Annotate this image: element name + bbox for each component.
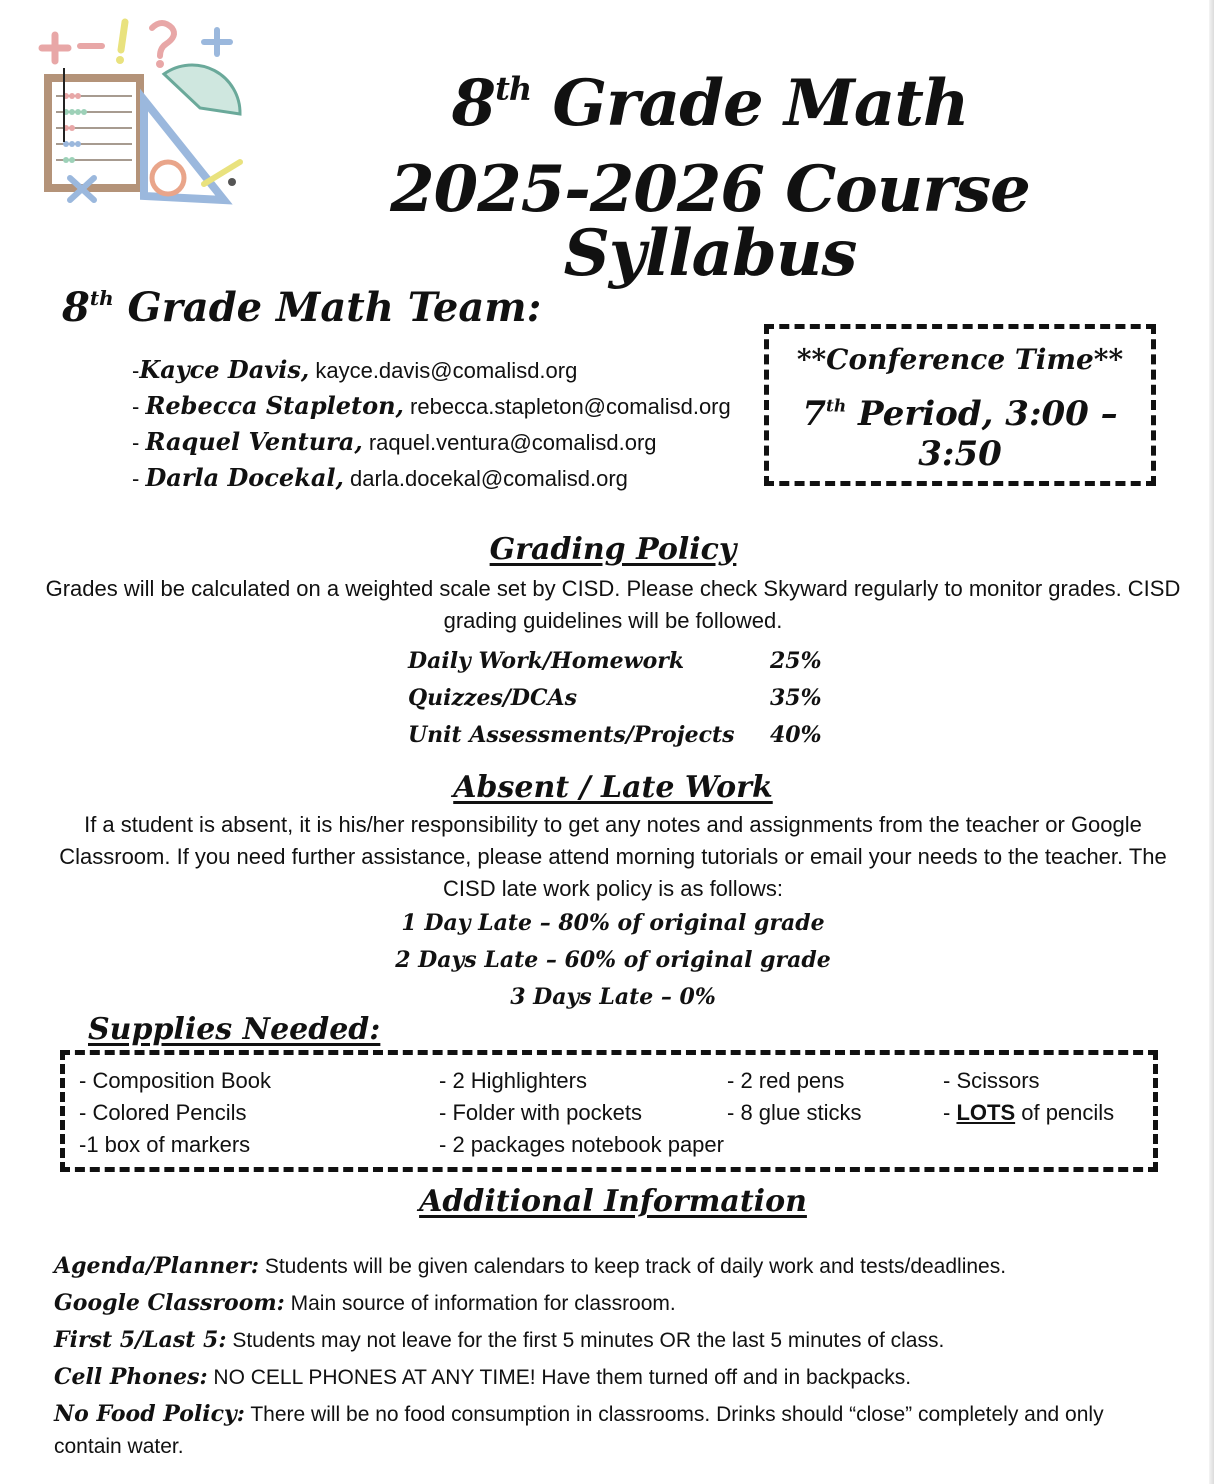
team-list <box>132 352 731 496</box>
additional-item: Agenda/Planner: Students will be given calendars to keep track of daily work and tests/deadlines. <box>54 1253 1007 1279</box>
supply-item: - LOTS of pencils <box>943 1100 1115 1125</box>
abacus-icon <box>48 68 140 188</box>
team-member: - Rebecca Stapleton, rebecca.stapleton@comalisd.org <box>132 391 731 420</box>
supplies-heading: Supplies Needed: <box>88 1012 381 1047</box>
additional-item: Cell Phones: NO CELL PHONES AT ANY TIME! Have them turned off and in backpacks. <box>54 1364 912 1390</box>
late-rule: 1 Day Late – 80% of original grade <box>401 910 825 936</box>
supply-item: - Scissors <box>943 1068 1040 1093</box>
additional-item: First 5/Last 5: Students may not leave for the first 5 minutes OR the last 5 minutes of class. <box>54 1327 945 1353</box>
additional-item: Google Classroom: Main source of information for classroom. <box>54 1290 676 1316</box>
member-email[interactable]: raquel.ventura@comalisd.org <box>368 430 657 455</box>
member-name: Rebecca Stapleton, <box>145 391 404 420</box>
team-member: -Kayce Davis, kayce.davis@comalisd.org <box>132 355 578 384</box>
grading-row: Daily Work/Homework 25% <box>408 648 822 674</box>
member-name: Raquel Ventura, <box>145 427 363 456</box>
at-sign-icon <box>152 162 184 194</box>
member-email[interactable]: darla.docekal@comalisd.org <box>349 466 628 491</box>
grading-row: Unit Assessments/Projects 40% <box>408 722 822 748</box>
supply-item: - 8 glue sticks <box>727 1100 862 1125</box>
supplies-column <box>439 1065 724 1161</box>
additional-heading: Additional Information <box>419 1184 807 1219</box>
member-email[interactable]: kayce.davis@comalisd.org <box>315 358 578 383</box>
late-rule: 3 Days Late – 0% <box>510 984 716 1010</box>
absent-text: If a student is absent, it is his/her responsibility to get any notes and assignments from the teacher or Google Classroom. If you need further assistance, please attend morning tutorials or email your needs to the teacher. The CISD late work policy is as follows: <box>59 812 1167 901</box>
protractor-icon <box>164 65 240 114</box>
grading-row: Quizzes/DCAs 35% <box>408 685 822 711</box>
supply-item: -1 box of markers <box>79 1132 251 1157</box>
team-member: - Raquel Ventura, raquel.ventura@comalisd.org <box>132 427 657 456</box>
conference-time-box <box>764 324 1156 486</box>
absent-section <box>40 770 1186 1016</box>
member-email[interactable]: rebecca.stapleton@comalisd.org <box>410 394 731 419</box>
supply-item: - 2 Highlighters <box>439 1068 587 1093</box>
page-edge <box>1209 0 1214 1484</box>
absent-heading: Absent / Late Work <box>453 770 773 805</box>
supply-item: - 2 red pens <box>727 1068 845 1093</box>
member-name: Kayce Davis, <box>139 355 310 384</box>
supply-item: - 2 packages notebook paper <box>439 1132 724 1157</box>
conference-period: 7th Period, 3:00 – 3:50 <box>802 394 1118 474</box>
grading-section <box>40 532 1186 637</box>
math-clipart-logo <box>34 12 249 212</box>
supply-item: - Folder with pockets <box>439 1100 642 1125</box>
math-symbols-icon <box>42 22 230 68</box>
supplies-box <box>60 1050 1158 1172</box>
additional-section-header <box>40 1184 1186 1219</box>
supply-item: - Composition Book <box>79 1068 271 1093</box>
supplies-column <box>943 1065 1114 1129</box>
additional-item: No Food Policy: There will be no food consumption in classrooms. Drinks should “close” completely and only contain water. <box>54 1401 1104 1458</box>
additional-list <box>54 1250 1164 1467</box>
page-subtitle: 2025-2026 Course Syllabus <box>390 152 1030 291</box>
late-rule: 2 Days Late – 60% of original grade <box>395 947 831 973</box>
conference-title: **Conference Time** <box>796 343 1124 376</box>
page-title: 8th Grade Math <box>451 66 969 141</box>
team-heading: 8th Grade Math Team: <box>62 284 542 331</box>
grading-heading: Grading Policy <box>489 532 737 567</box>
member-name: Darla Docekal, <box>145 463 344 492</box>
grading-text: Grades will be calculated on a weighted scale set by CISD. Please check Skyward regularly to monitor grades. CISD grading guidelines will be followed. <box>45 576 1181 633</box>
supplies-column <box>79 1065 271 1161</box>
grading-weights-table <box>408 642 822 753</box>
team-member: - Darla Docekal, darla.docekal@comalisd.org <box>132 463 628 492</box>
supplies-column <box>727 1065 862 1129</box>
supply-item: - Colored Pencils <box>79 1100 247 1125</box>
